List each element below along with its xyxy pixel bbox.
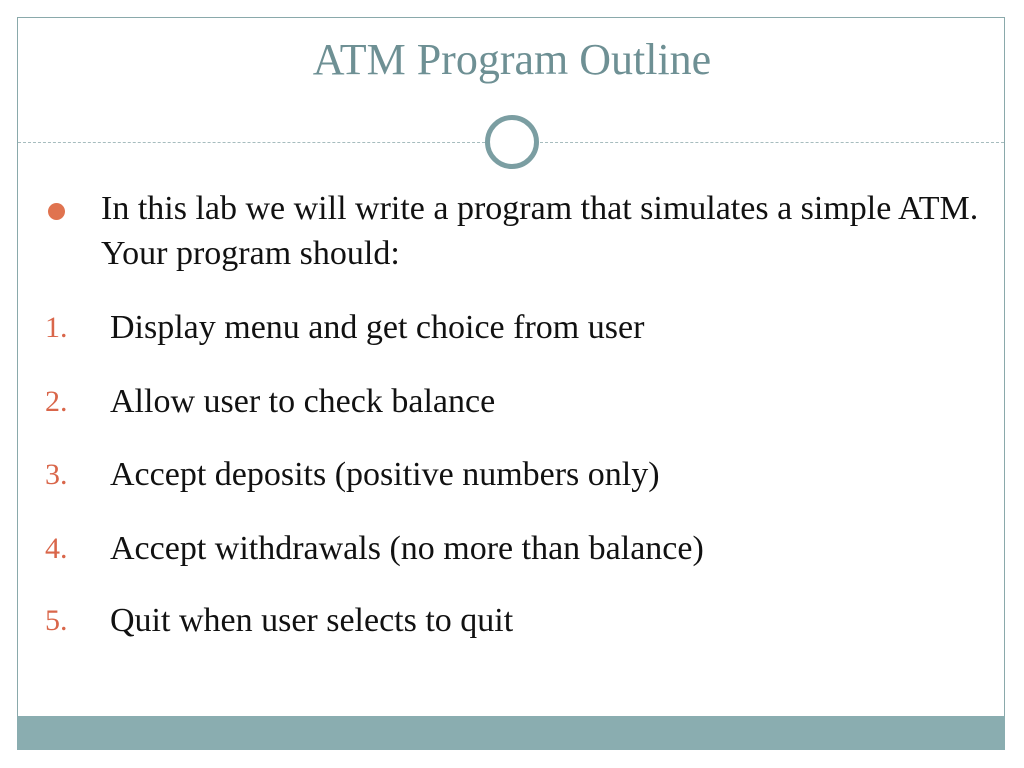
list-item [45, 380, 985, 424]
list-item [45, 453, 985, 497]
list-item [45, 306, 985, 350]
list-item [45, 599, 985, 643]
list-item-text: Accept withdrawals (no more than balance) [110, 530, 704, 567]
list-item-text: Accept deposits (positive numbers only) [110, 456, 660, 493]
title-divider-right [540, 142, 1004, 143]
list-item-number: 4. [45, 532, 68, 565]
list-item-number: 5. [45, 604, 68, 637]
list-item-text: Allow user to check balance [110, 383, 496, 420]
list-item-text: Quit when user selects to quit [110, 602, 514, 639]
list-item-number: 1. [45, 311, 68, 344]
list-item-number: 2. [45, 385, 68, 418]
list-item [45, 527, 985, 571]
slide-title: ATM Program Outline [312, 35, 712, 84]
intro-bullet-text: In this lab we will write a program that simulates a simple ATM. Your program should: [101, 190, 979, 272]
circle-ornament-icon [485, 115, 539, 169]
list-item-number: 3. [45, 458, 68, 491]
footer-bar [17, 716, 1005, 750]
list-item-text: Display menu and get choice from user [110, 309, 645, 346]
bullet-dot-icon [48, 203, 65, 220]
title-divider-left [18, 142, 485, 143]
